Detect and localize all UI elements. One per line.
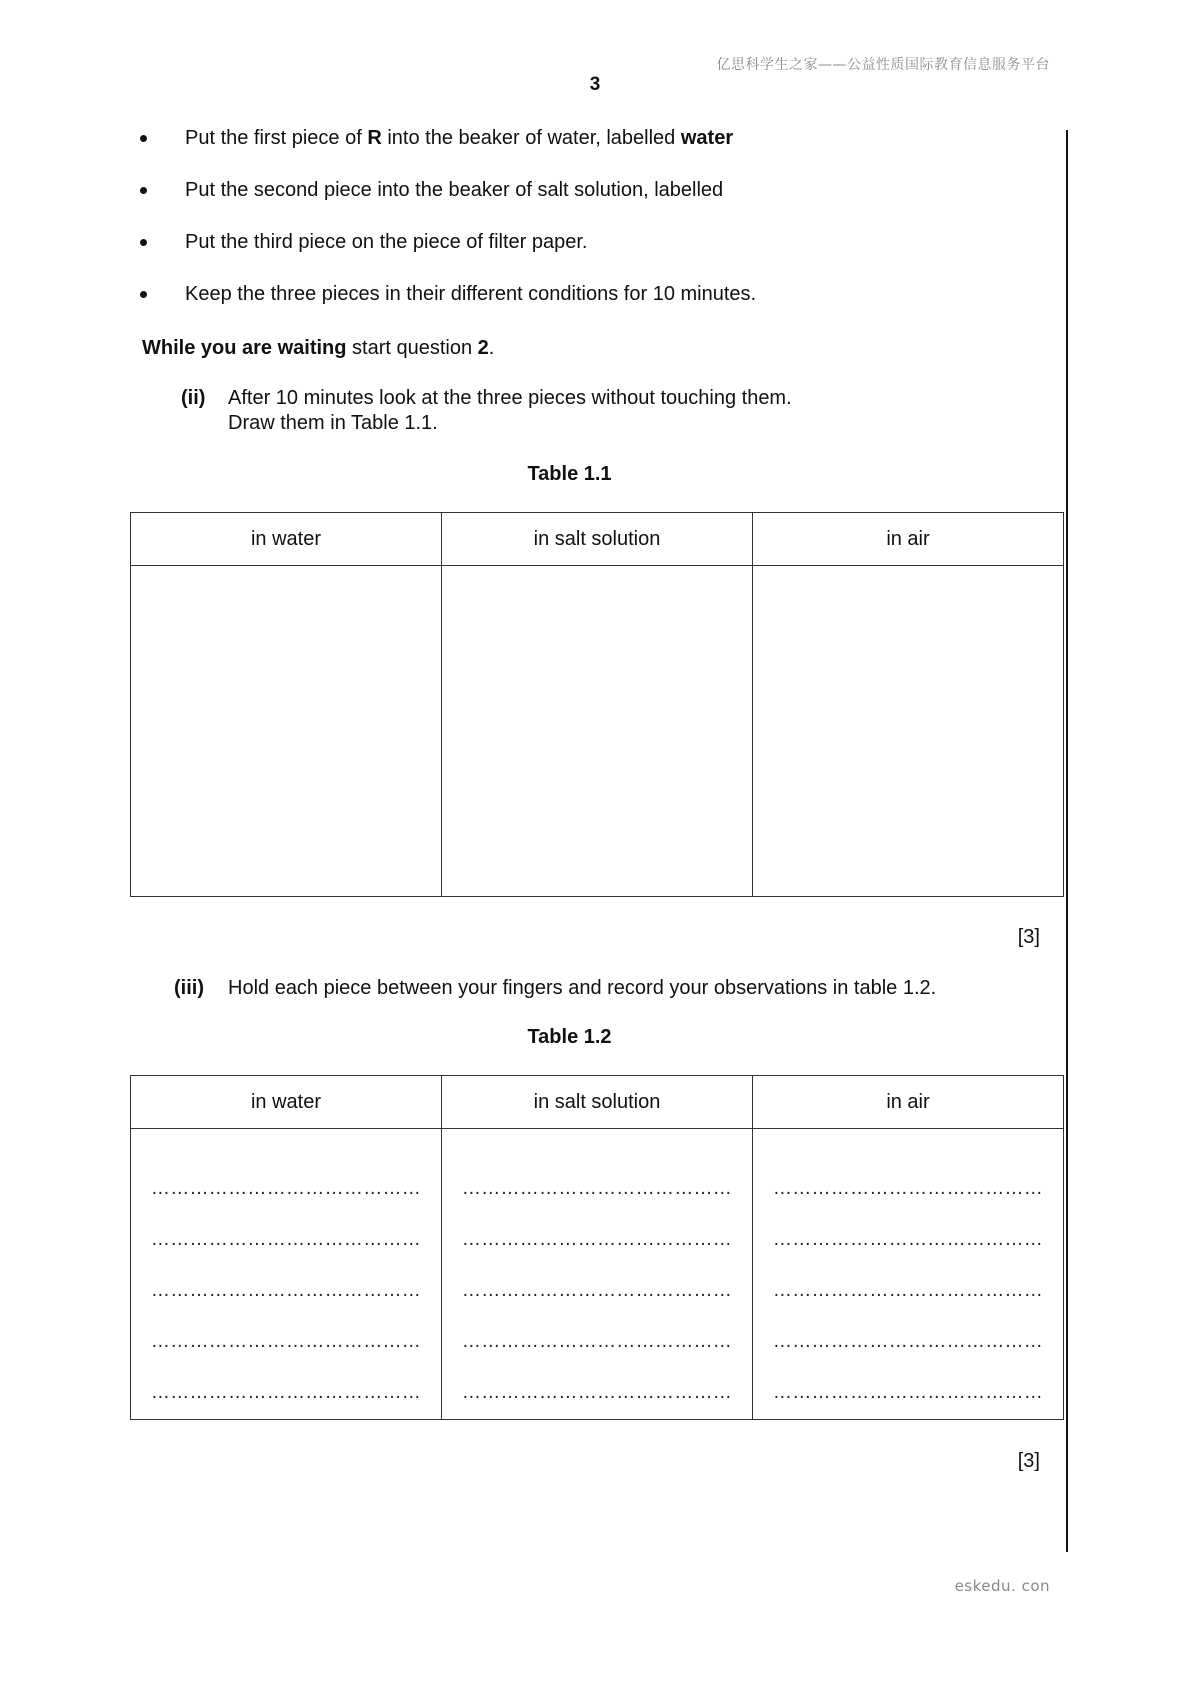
observation-cell-water — [131, 1129, 442, 1420]
margin-line — [1066, 130, 1068, 1552]
footer-site-text: eskedu. con — [954, 1577, 1050, 1595]
answer-line[interactable]: …………………………………… — [150, 1331, 422, 1352]
table1-header-air: in air — [753, 513, 1064, 566]
bullet-icon — [140, 135, 147, 142]
answer-line[interactable]: …………………………………… — [150, 1178, 422, 1199]
instruction-text: Put the third piece on the piece of filter paper. — [185, 231, 588, 253]
answer-line[interactable]: …………………………………… — [772, 1178, 1044, 1199]
part-ii-line2: Draw them in Table 1.1. — [228, 412, 438, 434]
table2-header-water: in water — [131, 1076, 442, 1129]
answer-line[interactable]: …………………………………… — [772, 1280, 1044, 1301]
drawing-cell-air[interactable] — [753, 566, 1064, 897]
observation-cell-air — [753, 1129, 1064, 1420]
table-1-1 — [130, 512, 1064, 897]
table2-title: Table 1.2 — [527, 1026, 612, 1048]
table1-header-water: in water — [131, 513, 442, 566]
part-iii-text: Hold each piece between your fingers and record your observations in table 1.2. — [228, 977, 937, 999]
answer-line[interactable]: …………………………………… — [150, 1229, 422, 1250]
table2-header-air: in air — [753, 1076, 1064, 1129]
part-ii-label: (ii) — [181, 387, 206, 409]
table1-marks: [3] — [1017, 926, 1040, 948]
table2-header-salt: in salt solution — [442, 1076, 753, 1129]
table1-header-salt: in salt solution — [442, 513, 753, 566]
bullet-icon — [140, 239, 147, 246]
answer-line[interactable]: …………………………………… — [772, 1382, 1044, 1403]
bullet-icon — [140, 187, 147, 194]
instruction-text: Put the first piece of R into the beaker of water, labelled water — [185, 127, 734, 149]
drawing-cell-salt[interactable] — [442, 566, 753, 897]
page-number: 3 — [589, 74, 601, 95]
observation-cell-salt — [442, 1129, 753, 1420]
table2-marks: [3] — [1017, 1450, 1040, 1472]
answer-line[interactable]: …………………………………… — [461, 1382, 733, 1403]
table-1-2 — [130, 1075, 1064, 1420]
instruction-text: Put the second piece into the beaker of salt solution, labelled — [185, 179, 724, 201]
drawing-cell-water[interactable] — [131, 566, 442, 897]
instruction-text: Keep the three pieces in their different conditions for 10 minutes. — [185, 283, 757, 305]
part-iii-label: (iii) — [174, 977, 204, 999]
instruction-item — [140, 178, 1040, 230]
answer-line[interactable]: …………………………………… — [461, 1331, 733, 1352]
answer-line[interactable]: …………………………………… — [461, 1229, 733, 1250]
part-ii-line1: After 10 minutes look at the three pieces without touching them. — [228, 387, 792, 409]
answer-line[interactable]: …………………………………… — [461, 1178, 733, 1199]
instruction-item — [140, 230, 1040, 282]
answer-line[interactable]: …………………………………… — [772, 1229, 1044, 1250]
instruction-list — [140, 126, 1040, 334]
waiting-instruction: While you are waiting start question 2. — [142, 337, 495, 359]
answer-line[interactable]: …………………………………… — [150, 1382, 422, 1403]
header-site-text: 亿思科学生之家——公益性质国际教育信息服务平台 — [716, 57, 1050, 73]
answer-line[interactable]: …………………………………… — [772, 1331, 1044, 1352]
bullet-icon — [140, 291, 147, 298]
table1-title: Table 1.1 — [527, 463, 612, 485]
answer-line[interactable]: …………………………………… — [461, 1280, 733, 1301]
answer-line[interactable]: …………………………………… — [150, 1280, 422, 1301]
instruction-item — [140, 282, 1040, 334]
instruction-item — [140, 126, 1040, 178]
